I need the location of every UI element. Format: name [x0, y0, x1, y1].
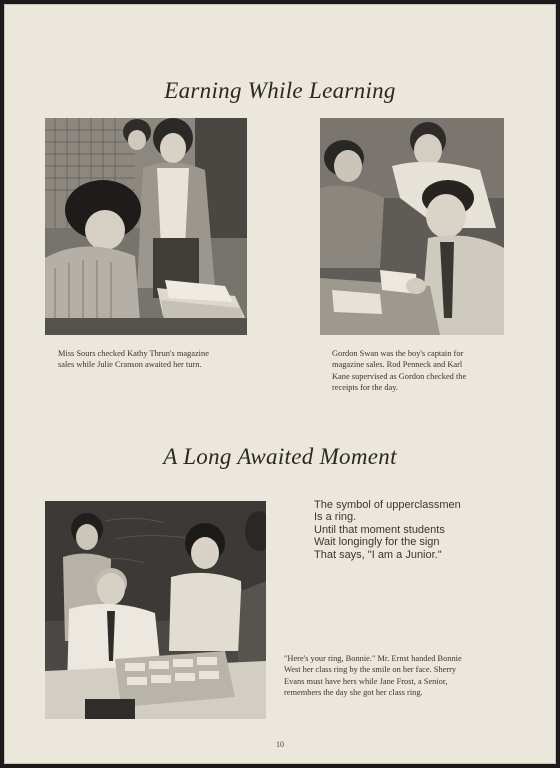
- caption-magazine-sales-boys: [332, 348, 512, 394]
- photo-class-ring: [45, 501, 266, 719]
- poem-line: That says, "I am a Junior.": [314, 548, 442, 561]
- caption-line: Miss Sours checked Kathy Thrun's magazine: [58, 349, 209, 358]
- yearbook-page: [4, 4, 556, 764]
- page-number: 10: [276, 740, 284, 749]
- caption-line: remembers the day she got her class ring.: [284, 688, 423, 698]
- caption-line: receipts for the day.: [332, 383, 398, 393]
- caption-line: Gordon Swan was the boy's captain for: [332, 349, 464, 358]
- ring-poem: [314, 499, 461, 561]
- caption-line: West her class ring by the smile on her face. Sherry: [284, 665, 457, 675]
- caption-line: magazine sales. Rod Penneck and Karl: [332, 360, 463, 370]
- caption-line: Evans must have hers while Jane Frost, a Senior,: [284, 676, 448, 686]
- poem-line: Is a ring.: [314, 511, 357, 524]
- photo-magazine-sales-boys: [320, 118, 504, 335]
- caption-line: Kane supervised as Gordon checked the: [332, 371, 467, 381]
- photo-magazine-sales-girls: [45, 118, 247, 335]
- caption-class-ring: [284, 653, 524, 699]
- poem-line: The symbol of upperclassmen: [314, 499, 461, 511]
- caption-line: "Here's your ring, Bonnie." Mr. Ernst handed Bonnie: [284, 654, 462, 663]
- poem-line: Wait longingly for the sign: [314, 536, 440, 549]
- poem-line: Until that moment students: [314, 523, 445, 536]
- caption-magazine-sales-girls: [58, 348, 258, 371]
- caption-line: sales while Julie Cranson awaited her turn.: [58, 360, 202, 370]
- section-heading-earning: Earning While Learning: [164, 78, 396, 103]
- section-heading-ring: A Long Awaited Moment: [163, 444, 397, 469]
